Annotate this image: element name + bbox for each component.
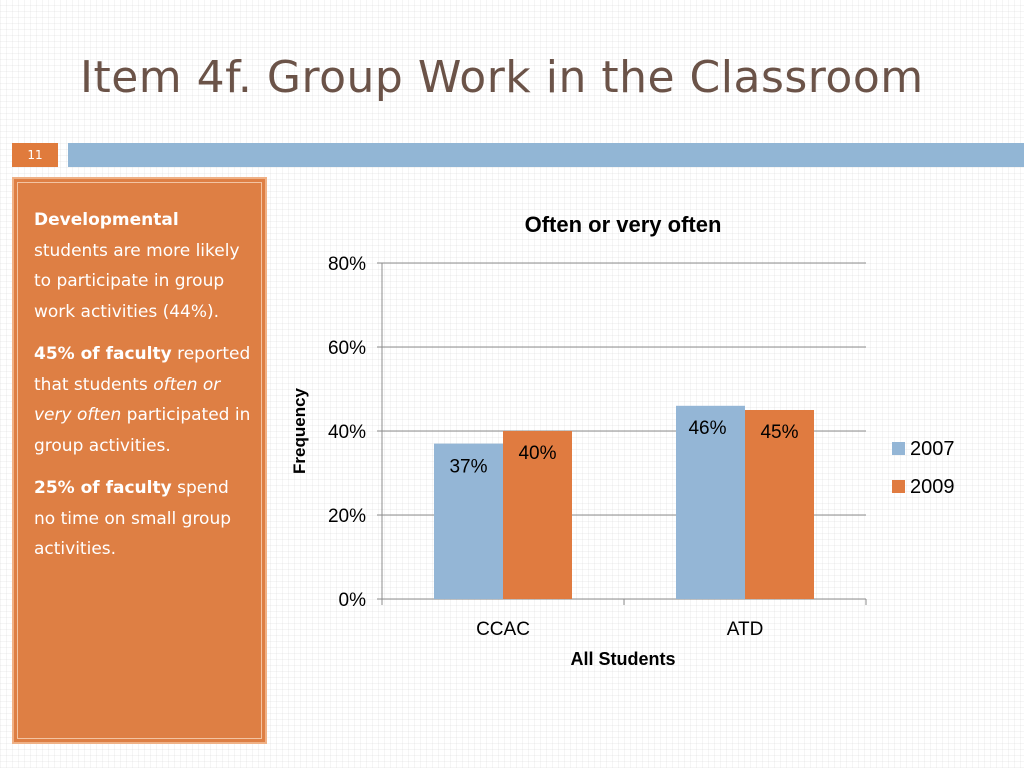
summary-paragraph-1 bbox=[34, 205, 251, 327]
x-tick-label: ATD bbox=[726, 619, 764, 640]
legend-label-2007: 2007 bbox=[910, 438, 955, 460]
legend-swatch-2009 bbox=[892, 480, 905, 493]
y-tick-label: 60% bbox=[327, 338, 366, 359]
summary-paragraph-3 bbox=[34, 473, 251, 565]
bar-chart bbox=[270, 195, 1010, 685]
y-tick-label: 20% bbox=[327, 506, 366, 527]
data-label: 45% bbox=[760, 422, 799, 443]
p2-text-1: reported that students bbox=[34, 344, 251, 395]
p1-text: students are more likely to participate in group work activities (44%). bbox=[34, 240, 240, 322]
data-label: 40% bbox=[518, 443, 557, 464]
y-tick-label: 0% bbox=[338, 590, 366, 611]
p3-text: spend no time on small group activities. bbox=[34, 478, 232, 559]
p2-text-2: participated in group activities. bbox=[34, 405, 251, 456]
slide-number: 11 bbox=[12, 143, 58, 167]
x-axis-title: All Students bbox=[570, 649, 676, 669]
p2-italic: often or very often bbox=[34, 374, 221, 425]
data-label: 37% bbox=[449, 456, 488, 478]
summary-panel bbox=[12, 177, 267, 744]
y-tick-label: 40% bbox=[327, 422, 366, 443]
header-bar bbox=[68, 143, 1024, 167]
p1-bold: Developmental bbox=[34, 210, 179, 230]
y-tick-label: 80% bbox=[327, 254, 366, 275]
y-axis-title: Frequency bbox=[290, 388, 309, 474]
x-tick-label: CCAC bbox=[476, 619, 530, 640]
p2-bold: 45% of faculty bbox=[34, 344, 172, 364]
chart-title: Often or very often bbox=[524, 212, 722, 237]
legend-label-2009: 2009 bbox=[910, 476, 955, 498]
data-label: 46% bbox=[688, 417, 727, 439]
p3-bold: 25% of faculty bbox=[34, 478, 172, 498]
slide-title: Item 4f. Group Work in the Classroom bbox=[80, 52, 924, 103]
legend-swatch-2007 bbox=[892, 442, 905, 455]
summary-paragraph-2 bbox=[34, 339, 251, 461]
